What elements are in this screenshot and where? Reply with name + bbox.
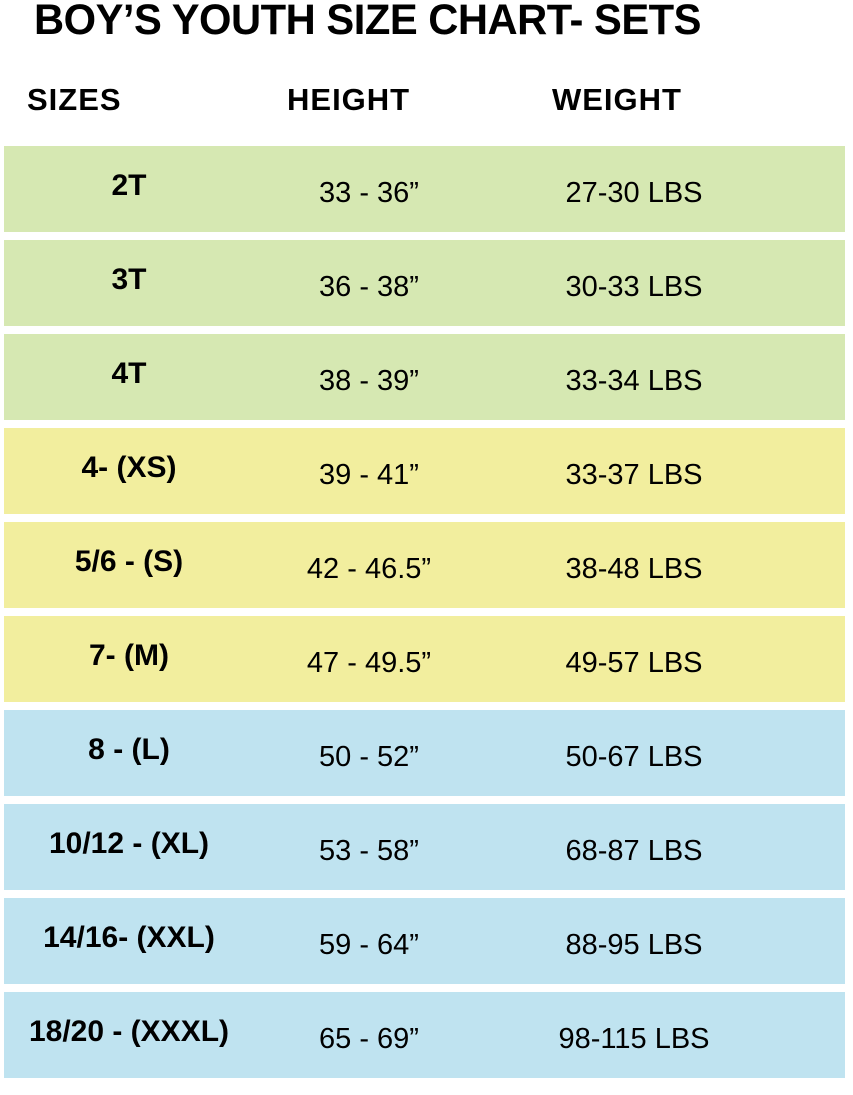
table-row bbox=[4, 898, 845, 984]
height-cell: 47 - 49.5” bbox=[306, 646, 432, 679]
weight-cell: 98-115 LBS bbox=[558, 1022, 710, 1055]
size-cell: 4T bbox=[111, 357, 147, 390]
size-cell: 18/20 - (XXXL) bbox=[28, 1015, 230, 1048]
height-cell: 59 - 64” bbox=[319, 928, 419, 961]
weight-cell: 27-30 LBS bbox=[565, 176, 703, 209]
size-cell: 10/12 - (XL) bbox=[48, 827, 210, 860]
size-cell: 8 - (L) bbox=[88, 733, 170, 766]
height-cell: 36 - 38” bbox=[319, 270, 419, 303]
size-cell: 5/6 - (S) bbox=[74, 545, 184, 578]
table-row bbox=[4, 146, 845, 232]
weight-cell: 50-67 LBS bbox=[565, 740, 703, 773]
table-row bbox=[4, 992, 845, 1078]
column-header-weight: WEIGHT bbox=[552, 82, 682, 117]
weight-cell: 33-34 LBS bbox=[565, 364, 703, 397]
size-table bbox=[4, 146, 845, 1078]
height-cell: 50 - 52” bbox=[319, 740, 419, 773]
height-cell: 39 - 41” bbox=[319, 458, 419, 491]
weight-cell: 30-33 LBS bbox=[565, 270, 703, 303]
table-row bbox=[4, 804, 845, 890]
height-cell: 42 - 46.5” bbox=[306, 552, 432, 585]
column-headers bbox=[0, 82, 853, 116]
table-row bbox=[4, 240, 845, 326]
size-cell: 3T bbox=[111, 263, 147, 296]
height-cell: 53 - 58” bbox=[319, 834, 419, 867]
weight-cell: 38-48 LBS bbox=[565, 552, 703, 585]
height-cell: 65 - 69” bbox=[319, 1022, 419, 1055]
table-row bbox=[4, 616, 845, 702]
height-cell: 38 - 39” bbox=[319, 364, 419, 397]
table-row bbox=[4, 710, 845, 796]
weight-cell: 88-95 LBS bbox=[565, 928, 703, 961]
weight-cell: 68-87 LBS bbox=[565, 834, 703, 867]
weight-cell: 33-37 LBS bbox=[565, 458, 703, 491]
size-cell: 7- (M) bbox=[89, 639, 169, 672]
table-row bbox=[4, 522, 845, 608]
table-row bbox=[4, 428, 845, 514]
size-cell: 2T bbox=[111, 169, 147, 202]
column-header-sizes: SIZES bbox=[27, 82, 122, 117]
table-row bbox=[4, 334, 845, 420]
weight-cell: 49-57 LBS bbox=[565, 646, 703, 679]
size-cell: 14/16- (XXL) bbox=[43, 921, 215, 954]
height-cell: 33 - 36” bbox=[319, 176, 419, 209]
page-title: BOY’S YOUTH SIZE CHART- SETS bbox=[34, 0, 702, 44]
size-cell: 4- (XS) bbox=[81, 451, 177, 484]
column-header-height: HEIGHT bbox=[287, 82, 411, 117]
